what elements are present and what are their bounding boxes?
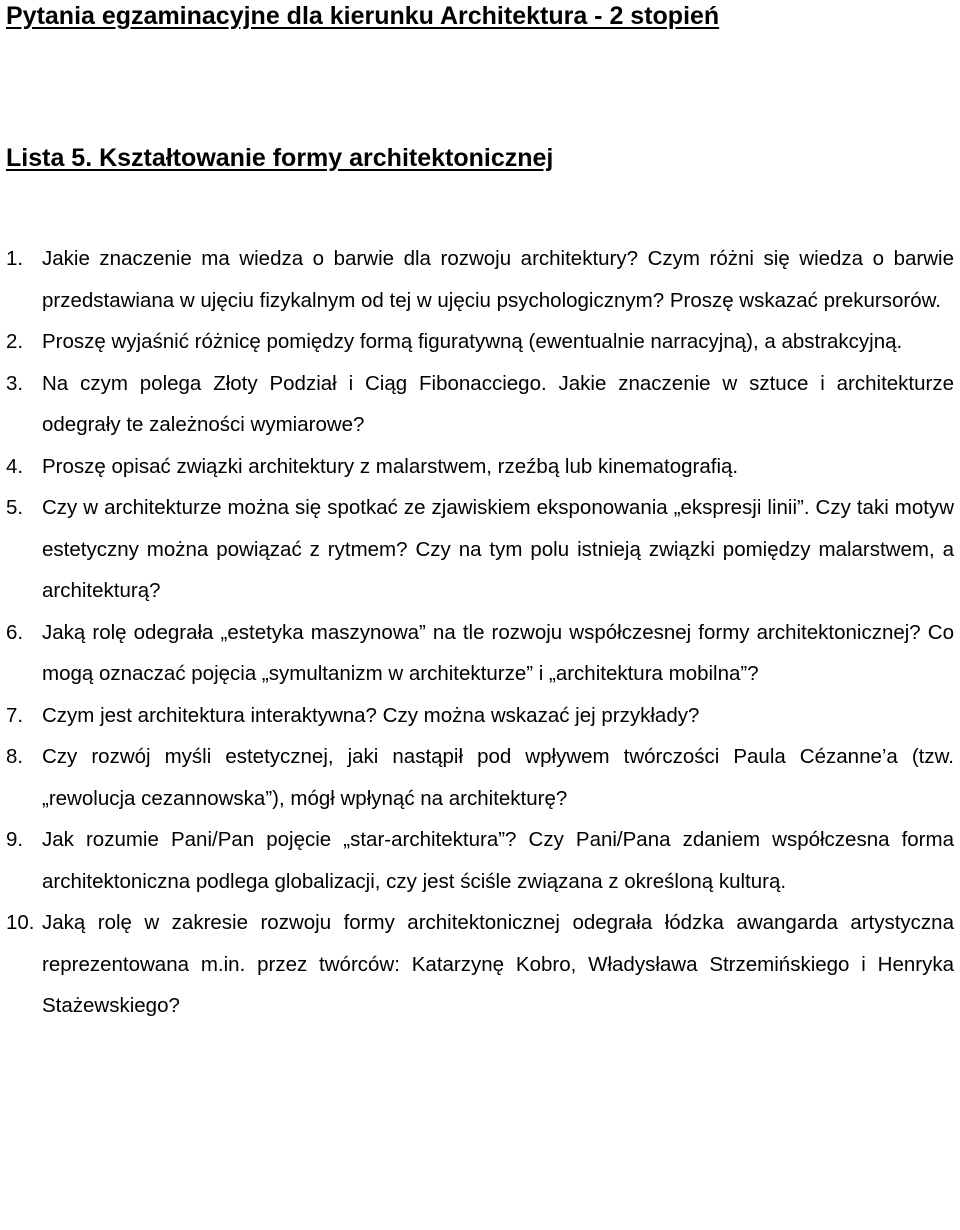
- question-text: Czym jest architektura interaktywna? Czy można wskazać jej przykłady?: [42, 703, 700, 727]
- question-item: [6, 487, 954, 612]
- question-number: 5.: [6, 496, 24, 519]
- question-number: 8.: [6, 745, 24, 768]
- question-item: [6, 238, 954, 321]
- question-item: [6, 736, 954, 819]
- question-text: Czy rozwój myśli estetycznej, jaki nastąpił pod wpływem twórczości Paula Cézanne’a (tzw. „rewolucja cezannowska”), mógł wpłynąć na architekturę?: [42, 745, 954, 810]
- question-number: 1.: [6, 247, 24, 270]
- document-title: Pytania egzaminacyjne dla kierunku Architektura - 2 stopień: [6, 2, 720, 30]
- question-item: [6, 363, 954, 446]
- question-number: 3.: [6, 371, 24, 395]
- question-item: [6, 446, 954, 488]
- question-text: Jak rozumie Pani/Pan pojęcie „star-architektura”? Czy Pani/Pana zdaniem współczesna forma architektoniczna podlega globalizacji, czy jest ściśle związana z określoną kulturą.: [42, 828, 954, 893]
- question-number: 4.: [6, 454, 24, 478]
- question-text: Na czym polega Złoty Podział i Ciąg Fibonacciego. Jakie znaczenie w sztuce i architekturze odegrały te zależności wymiarowe?: [42, 371, 954, 436]
- question-item: [6, 695, 954, 737]
- question-number: 7.: [6, 703, 24, 727]
- question-text: Czy w architekturze można się spotkać ze zjawiskiem eksponowania „ekspresji linii”. Czy taki motyw estetyczny można powiązać z rytmem? Czy na tym polu istnieją związki pomiędzy malarstwem, a architekturą?: [42, 496, 954, 602]
- list-title: Lista 5. Kształtowanie formy architektonicznej: [6, 144, 554, 172]
- question-item: [6, 902, 954, 1027]
- question-text: Proszę opisać związki architektury z malarstwem, rzeźbą lub kinematografią.: [42, 454, 739, 478]
- question-item: [6, 612, 954, 695]
- question-item: [6, 819, 954, 902]
- question-text: Proszę wyjaśnić różnicę pomiędzy formą figuratywną (ewentualnie narracyjną), a abstrakcyjną.: [42, 330, 903, 353]
- question-number: 2.: [6, 330, 24, 353]
- question-item: [6, 321, 954, 363]
- question-text: Jakie znaczenie ma wiedza o barwie dla rozwoju architektury? Czym różni się wiedza o barwie przedstawiana w ujęciu fizykalnym od tej w ujęciu psychologicznym? Proszę wskazać prekursorów.: [42, 247, 954, 312]
- question-list: [6, 238, 954, 1027]
- question-number: 6.: [6, 620, 24, 644]
- question-text: Jaką rolę odegrała „estetyka maszynowa” na tle rozwoju współczesnej formy architektonicznej? Co mogą oznaczać pojęcia „symultanizm w architekturze” i „architektura mobilna”?: [42, 620, 954, 685]
- question-number: 9.: [6, 828, 24, 851]
- question-text: Jaką rolę w zakresie rozwoju formy architektonicznej odegrała łódzka awangarda artystyczna reprezentowana m.in. przez twórców: Katarzynę Kobro, Władysława Strzemińskiego i Henryka Stażewskiego?: [42, 911, 954, 1017]
- question-number: 10.: [6, 911, 35, 934]
